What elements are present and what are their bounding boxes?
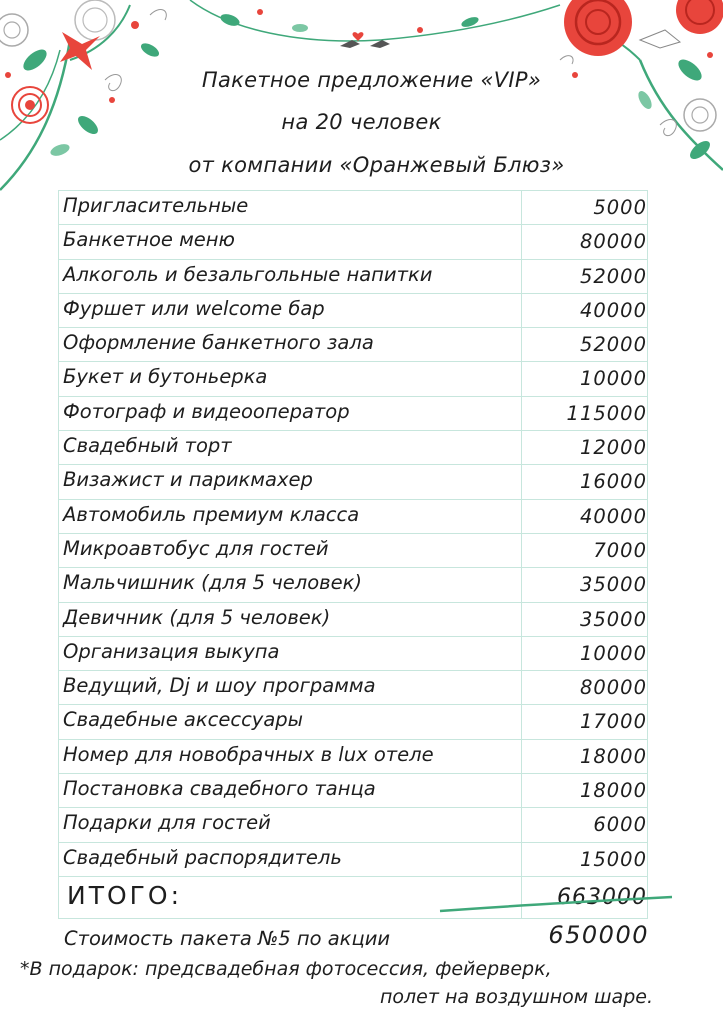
promo-price: 650000 xyxy=(548,921,649,949)
table-row xyxy=(59,705,647,739)
item-price: 7000 xyxy=(521,534,647,568)
table-row xyxy=(59,603,647,637)
item-price: 5000 xyxy=(521,191,647,225)
item-name: Визажист и парикмахер xyxy=(63,468,313,492)
item-price: 10000 xyxy=(521,637,647,671)
gift-note-line-1: *В подарок: предсвадебная фотосессия, фейерверк, xyxy=(20,958,552,980)
item-price: 40000 xyxy=(521,294,647,328)
table-row xyxy=(59,225,647,259)
item-name: Фуршет или welcome бар xyxy=(63,296,325,320)
item-price: 35000 xyxy=(521,603,647,637)
item-price: 15000 xyxy=(521,843,647,877)
item-price: 52000 xyxy=(521,328,647,362)
total-value: 663000 xyxy=(521,877,647,919)
table-row xyxy=(59,637,647,671)
item-name: Мальчишник (для 5 человек) xyxy=(63,571,363,595)
strikethrough-mark xyxy=(436,891,676,921)
item-name: Алкоголь и безальгольные напитки xyxy=(63,262,433,286)
table-row xyxy=(59,534,647,568)
item-price: 12000 xyxy=(521,431,647,465)
item-price: 52000 xyxy=(521,260,647,294)
table-row xyxy=(59,397,647,431)
table-row xyxy=(59,431,647,465)
item-name: Постановка свадебного танца xyxy=(63,777,376,801)
item-name: Микроавтобус для гостей xyxy=(63,536,329,560)
item-name: Оформление банкетного зала xyxy=(63,331,374,355)
item-price: 10000 xyxy=(521,362,647,396)
item-name: Подарки для гостей xyxy=(63,811,271,835)
title-line-1: Пакетное предложение «VIP» xyxy=(201,68,542,92)
total-label: ИТОГО: xyxy=(67,880,182,910)
item-name: Девичник (для 5 человек) xyxy=(63,605,331,629)
item-price: 16000 xyxy=(521,465,647,499)
table-row xyxy=(59,294,647,328)
item-price: 115000 xyxy=(521,397,647,431)
item-price: 18000 xyxy=(521,774,647,808)
table-row xyxy=(59,500,647,534)
table-row xyxy=(59,774,647,808)
promo-label: Стоимость пакета №5 по акции xyxy=(64,927,391,950)
table-row xyxy=(59,328,647,362)
birds-icon xyxy=(190,0,560,48)
title-line-3: от компании «Оранжевый Блюз» xyxy=(188,153,565,177)
table-row xyxy=(59,260,647,294)
table-row xyxy=(59,362,647,396)
item-price: 35000 xyxy=(521,568,647,602)
title-line-2: на 20 человек xyxy=(281,110,442,134)
item-price: 80000 xyxy=(521,671,647,705)
item-name: Фотограф и видеооператор xyxy=(63,399,350,423)
table-row xyxy=(59,740,647,774)
item-name: Ведущий, Dj и шоу программа xyxy=(63,674,376,698)
item-name: Свадебные аксессуары xyxy=(63,708,304,732)
item-name: Свадебный распорядитель xyxy=(63,845,342,869)
item-price: 17000 xyxy=(521,705,647,739)
price-table xyxy=(58,190,648,919)
item-price: 18000 xyxy=(521,740,647,774)
item-name: Банкетное меню xyxy=(63,228,235,252)
item-price: 80000 xyxy=(521,225,647,259)
table-row xyxy=(59,843,647,877)
item-price: 6000 xyxy=(521,808,647,842)
item-name: Пригласительные xyxy=(63,194,249,217)
item-name: Свадебный торт xyxy=(63,434,232,458)
table-row xyxy=(59,671,647,705)
gift-note-line-2: полет на воздушном шаре. xyxy=(379,986,653,1008)
item-name: Букет и бутоньерка xyxy=(63,365,268,389)
table-row xyxy=(59,568,647,602)
item-name: Организация выкупа xyxy=(63,639,280,663)
table-row xyxy=(59,465,647,499)
table-row xyxy=(59,191,647,225)
table-row xyxy=(59,808,647,842)
item-name: Автомобиль премиум класса xyxy=(63,502,360,526)
item-price: 40000 xyxy=(521,500,647,534)
item-name: Номер для новобрачных в lux отеле xyxy=(63,742,434,766)
